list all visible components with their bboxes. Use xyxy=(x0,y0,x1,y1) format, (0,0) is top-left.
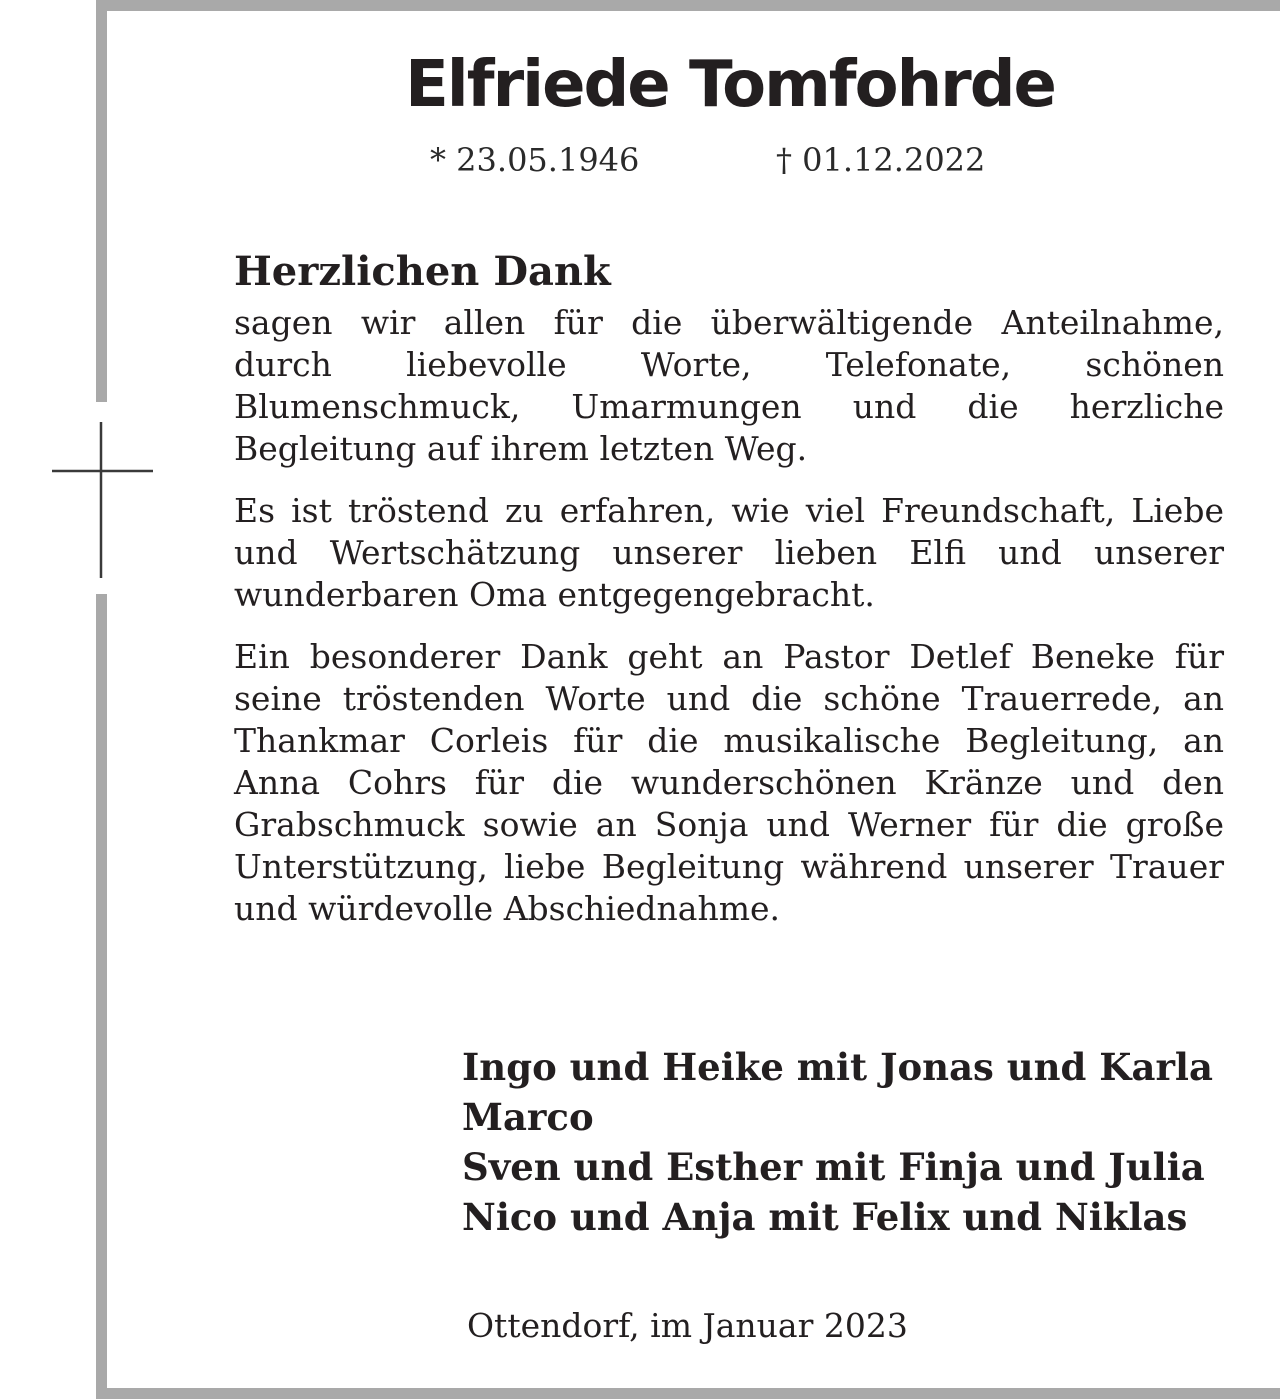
signer-line: Nico und Anja mit Felix und Niklas xyxy=(462,1195,1188,1239)
comfort-paragraph: Es ist tröstend zu erfahren, wie viel Freundschaft, Liebe und Wertschätzung unserer lieben Elfi und unserer wunderbaren Oma entgegengebracht. xyxy=(234,491,1224,614)
death-date: † 01.12.2022 xyxy=(776,141,986,179)
thanks-paragraph: sagen wir allen für die überwältigende Anteilnahme, durch liebevolle Worte, Telefonate, schönen Blumenschmuck, Umarmungen und die herzliche Begleitung auf ihrem letzten Weg. xyxy=(234,303,1224,468)
signer-line: Marco xyxy=(462,1095,594,1139)
deceased-name: Elfriede Tomfohrde xyxy=(405,48,1055,122)
cross-icon xyxy=(47,402,159,594)
birth-date: * 23.05.1946 xyxy=(430,141,640,179)
cross-panel xyxy=(47,402,159,594)
thanks-heading: Herzlichen Dank xyxy=(234,248,611,295)
signers-list xyxy=(462,1042,1213,1242)
signer-line: Ingo und Heike mit Jonas und Karla xyxy=(462,1045,1213,1089)
place-date: Ottendorf, im Januar 2023 xyxy=(467,1306,908,1345)
signer-line: Sven und Esther mit Finja und Julia xyxy=(462,1145,1205,1189)
special-thanks-paragraph: Ein besonderer Dank geht an Pastor Detlef Beneke für seine tröstenden Worte und die schöne Trauerrede, an Thankmar Corleis für die musikalische Begleitung, an Anna Cohrs für die wunderschönen Kränze und den Grabschmuck sowie an Sonja und Werner für die große Unterstützung, liebe Begleitung während unserer Trauer und würdevolle Abschiednahme. xyxy=(234,637,1224,928)
